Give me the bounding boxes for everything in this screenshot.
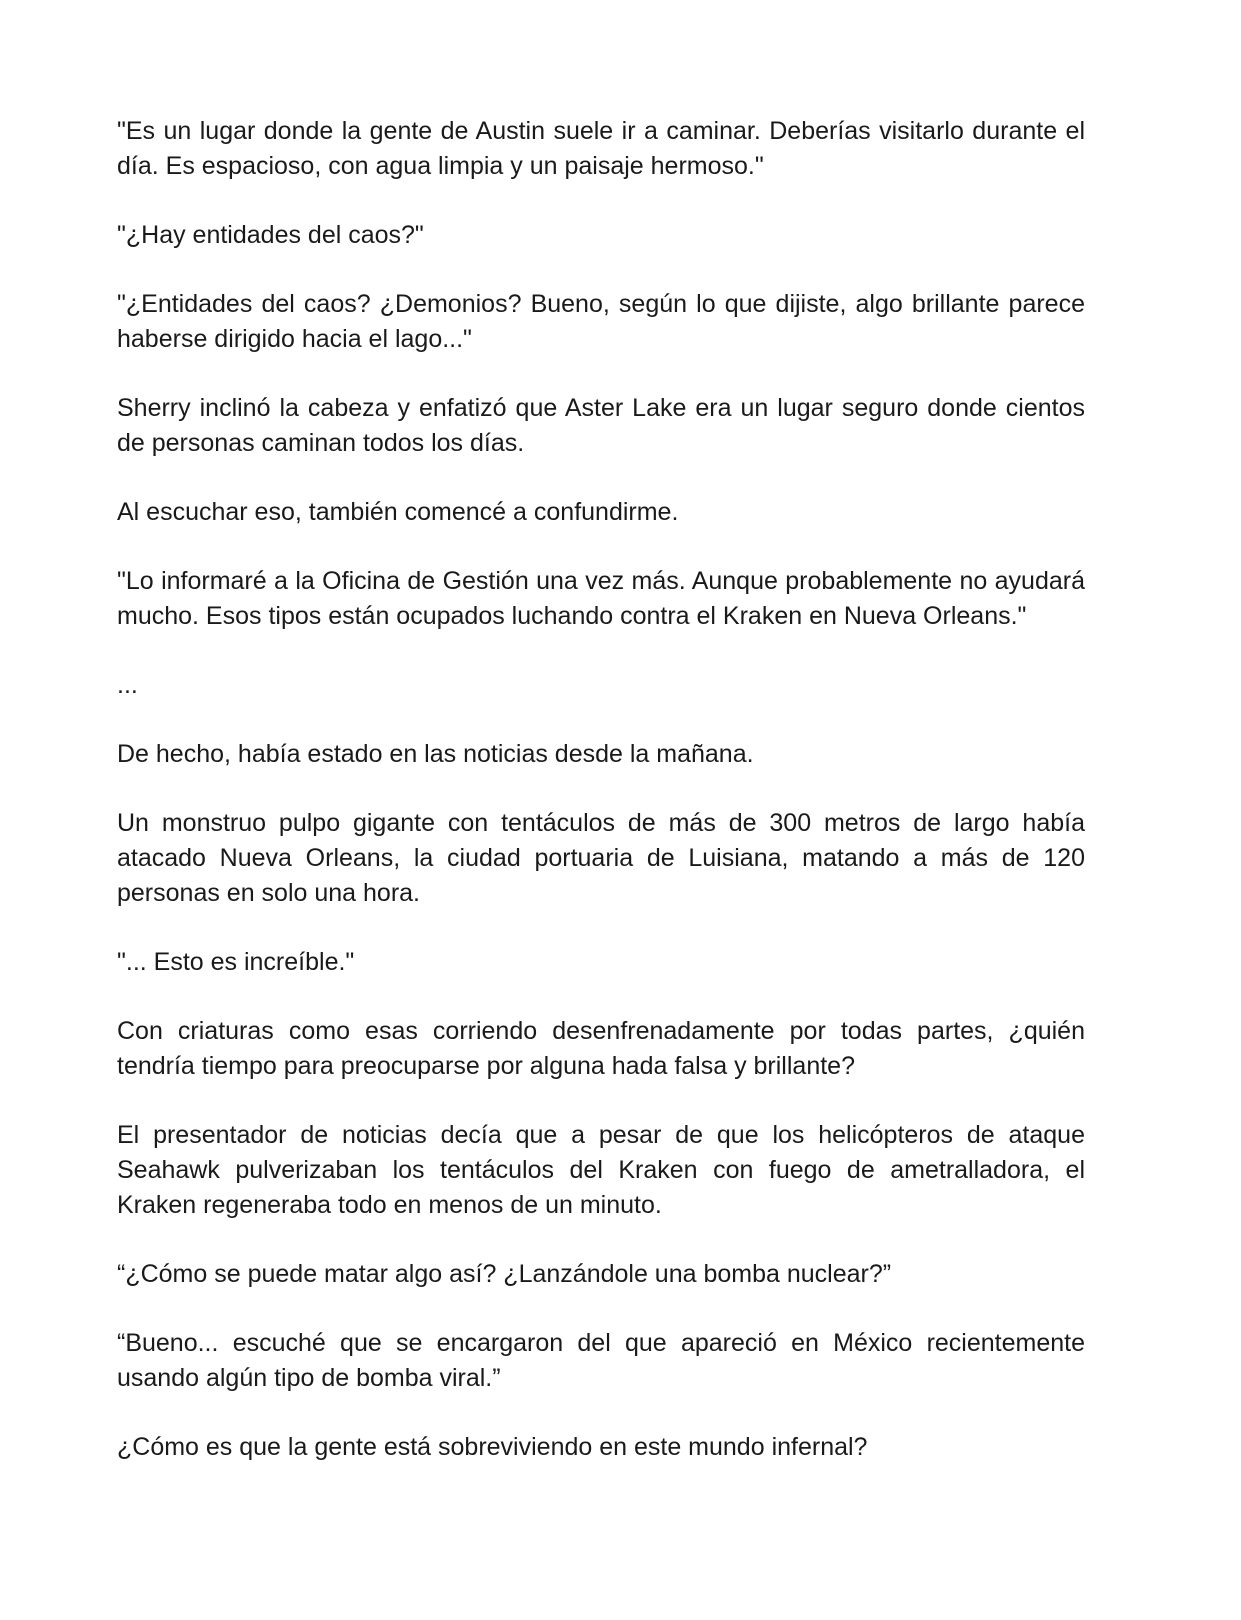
paragraph-3: "¿Entidades del caos? ¿Demonios? Bueno, según lo que dijiste, algo brillante parece haberse dirigido hacia el lago..." [117, 290, 1085, 353]
paragraph-11: Con criaturas como esas corriendo desenfrenadamente por todas partes, ¿quién tendría tiempo para preocuparse por alguna hada falsa y brillante? [117, 1017, 1085, 1080]
paragraph-7-ellipsis: ... [117, 671, 138, 699]
document-page [117, 114, 1085, 1465]
paragraph-10: "... Esto es increíble." [117, 948, 355, 976]
paragraph-12: El presentador de noticias decía que a pesar de que los helicópteros de ataque Seahawk pulverizaban los tentáculos del Kraken con fuego de ametralladora, el Kraken regeneraba todo en menos de un minuto. [117, 1121, 1085, 1219]
paragraph-13: “¿Cómo se puede matar algo así? ¿Lanzándole una bomba nuclear?” [117, 1260, 892, 1288]
paragraph-14: “Bueno... escuché que se encargaron del que apareció en México recientemente usando algún tipo de bomba viral.” [117, 1329, 1085, 1392]
paragraph-6: "Lo informaré a la Oficina de Gestión una vez más. Aunque probablemente no ayudará mucho. Esos tipos están ocupados luchando contra el Kraken en Nueva Orleans." [117, 567, 1085, 630]
paragraph-15: ¿Cómo es que la gente está sobreviviendo en este mundo infernal? [117, 1433, 868, 1461]
paragraph-5: Al escuchar eso, también comencé a confundirme. [117, 498, 679, 526]
paragraph-1: "Es un lugar donde la gente de Austin suele ir a caminar. Deberías visitarlo durante el día. Es espacioso, con agua limpia y un paisaje hermoso." [117, 117, 1085, 180]
paragraph-9: Un monstruo pulpo gigante con tentáculos de más de 300 metros de largo había atacado Nueva Orleans, la ciudad portuaria de Luisiana, matando a más de 120 personas en solo una hora. [117, 809, 1085, 907]
paragraph-2: "¿Hay entidades del caos?" [117, 221, 424, 249]
paragraph-4: Sherry inclinó la cabeza y enfatizó que Aster Lake era un lugar seguro donde cientos de personas caminan todos los días. [117, 394, 1085, 457]
paragraph-8: De hecho, había estado en las noticias desde la mañana. [117, 740, 754, 768]
